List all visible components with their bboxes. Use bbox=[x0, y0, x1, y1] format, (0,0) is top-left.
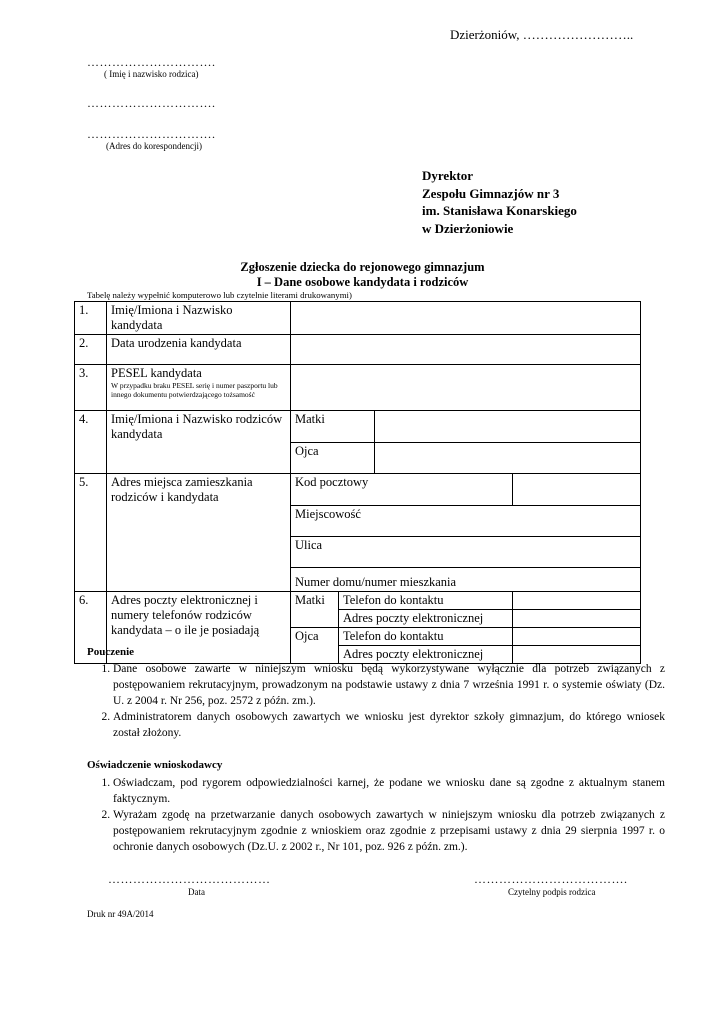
table-row bbox=[75, 365, 641, 411]
list-item: 2. Wyrażam zgodę na przetwarzanie danych osobowych zawartych w niniejszym wniosku dla potrzeb związanych z postępowaniem rekrutacyjnym zgodnie z wnioskiem oraz zgodnie z przepisami ustawy z dnia 29 sierpnia 1997 r. o ochronie danych osobowych (Dz.U. z 2002 r., Nr 101, poz. 926 z późn. zm.). bbox=[113, 807, 665, 855]
oswiadczenie-list bbox=[87, 775, 665, 855]
postal-code-label: Kod pocztowy bbox=[291, 474, 513, 506]
contact-mother-label: Matki bbox=[291, 592, 339, 628]
date-signature-line: ………………………………… bbox=[108, 872, 271, 886]
pesel-field[interactable] bbox=[291, 365, 641, 411]
father-phone-field[interactable] bbox=[513, 628, 641, 646]
table-row bbox=[75, 474, 641, 506]
parent-signature-label: Czytelny podpis rodzica bbox=[508, 887, 596, 897]
postal-code-field[interactable] bbox=[513, 474, 641, 506]
form-title: Zgłoszenie dziecka do rejonowego gimnazjum bbox=[240, 260, 485, 274]
address-caption: (Adres do korespondencji) bbox=[106, 141, 202, 151]
row-label: Adres miejsca zamieszkania rodziców i kandydata bbox=[107, 474, 291, 592]
pesel-label: PESEL kandydata bbox=[111, 366, 202, 380]
recipient-line-1: Dyrektor bbox=[422, 168, 474, 183]
address-line-2: …………………………. bbox=[87, 127, 216, 141]
oswiadczenie-heading: Oświadczenie wnioskodawcy bbox=[87, 759, 223, 771]
row-label: Imię/Imiona i Nazwisko rodziców kandydata bbox=[107, 411, 291, 474]
address-line-1: …………………………. bbox=[87, 96, 216, 110]
row-label bbox=[107, 365, 291, 411]
list-item: 1. Dane osobowe zawarte w niniejszym wniosku będą wykorzystywane wyłącznie dla potrzeb związanych z postępowaniem rekrutacyjnym, prowadzonym na podstawie ustawy z dnia 7 września 1991 r. o systemie oświaty (Dz. U. z 2004 r. Nr 256, poz. 2572 z późn. zm.). bbox=[113, 661, 665, 709]
row-label: Imię/Imiona i Nazwisko kandydata bbox=[107, 302, 291, 335]
father-phone-label: Telefon do kontaktu bbox=[339, 628, 513, 646]
row-number: 3. bbox=[75, 365, 107, 411]
recipient-line-2: Zespołu Gimnazjów nr 3 bbox=[422, 185, 560, 201]
city-field[interactable] bbox=[291, 506, 641, 537]
list-item: 2. Administratorem danych osobowych zawartych we wniosku jest dyrektor szkoły gimnazjum, do którego wniosek został złożony. bbox=[113, 709, 665, 741]
place-date: Dzierżoniów, …………………….. bbox=[450, 27, 634, 42]
candidate-name-field[interactable] bbox=[291, 302, 641, 335]
row-number: 6. bbox=[75, 592, 107, 664]
row-number: 1. bbox=[75, 302, 107, 335]
recipient-block bbox=[422, 167, 577, 237]
street-label: Ulica bbox=[295, 538, 323, 552]
row-number: 2. bbox=[75, 335, 107, 365]
mother-label: Matki bbox=[291, 411, 375, 443]
fill-instruction: Tabelę należy wypełnić komputerowo lub czytelnie literami drukowanymi) bbox=[87, 290, 352, 300]
parent-name-line: …………………………. bbox=[87, 55, 216, 69]
row-number: 4. bbox=[75, 411, 107, 474]
table-row bbox=[75, 302, 641, 335]
recipient-line-3: im. Stanisława Konarskiego bbox=[422, 203, 577, 218]
father-email-label: Adres poczty elektronicznej bbox=[339, 646, 513, 664]
mother-phone-field[interactable] bbox=[513, 592, 641, 610]
city-label: Miejscowość bbox=[295, 507, 361, 521]
pouczenie-heading: Pouczenie bbox=[87, 646, 135, 658]
personal-data-table bbox=[74, 301, 641, 664]
pesel-note: W przypadku braku PESEL serię i numer paszportu lub innego dokumentu potwierdzającego tożsamość bbox=[111, 381, 278, 399]
table-row bbox=[75, 592, 641, 610]
row-label: Adres poczty elektronicznej i numery telefonów rodziców kandydata – o ile je posiadają bbox=[107, 592, 291, 664]
parent-name-caption: ( Imię i nazwisko rodzica) bbox=[104, 69, 199, 79]
section-title: I – Dane osobowe kandydata i rodziców bbox=[256, 275, 469, 289]
mother-name-field[interactable] bbox=[375, 411, 641, 443]
table-row bbox=[75, 335, 641, 365]
birth-date-field[interactable] bbox=[291, 335, 641, 365]
parent-signature-line: ………………………………. bbox=[474, 872, 628, 886]
table-row bbox=[75, 411, 641, 443]
house-number-field[interactable] bbox=[291, 568, 641, 592]
mother-phone-label: Telefon do kontaktu bbox=[339, 592, 513, 610]
house-number-label: Numer domu/numer mieszkania bbox=[295, 575, 457, 589]
pouczenie-list bbox=[87, 661, 665, 741]
mother-email-field[interactable] bbox=[513, 610, 641, 628]
father-name-field[interactable] bbox=[375, 443, 641, 474]
mother-email-label: Adres poczty elektronicznej bbox=[339, 610, 513, 628]
row-number: 5. bbox=[75, 474, 107, 592]
street-field[interactable] bbox=[291, 537, 641, 568]
list-item: 1. Oświadczam, pod rygorem odpowiedzialności karnej, że podane we wniosku dane są zgodne z aktualnym stanem faktycznym. bbox=[113, 775, 665, 807]
print-number: Druk nr 49A/2014 bbox=[87, 909, 154, 919]
date-label: Data bbox=[188, 887, 205, 897]
recipient-line-4: w Dzierżoniowie bbox=[422, 220, 514, 236]
contact-father-label: Ojca bbox=[291, 628, 339, 664]
father-label: Ojca bbox=[291, 443, 375, 474]
row-label: Data urodzenia kandydata bbox=[107, 335, 291, 365]
